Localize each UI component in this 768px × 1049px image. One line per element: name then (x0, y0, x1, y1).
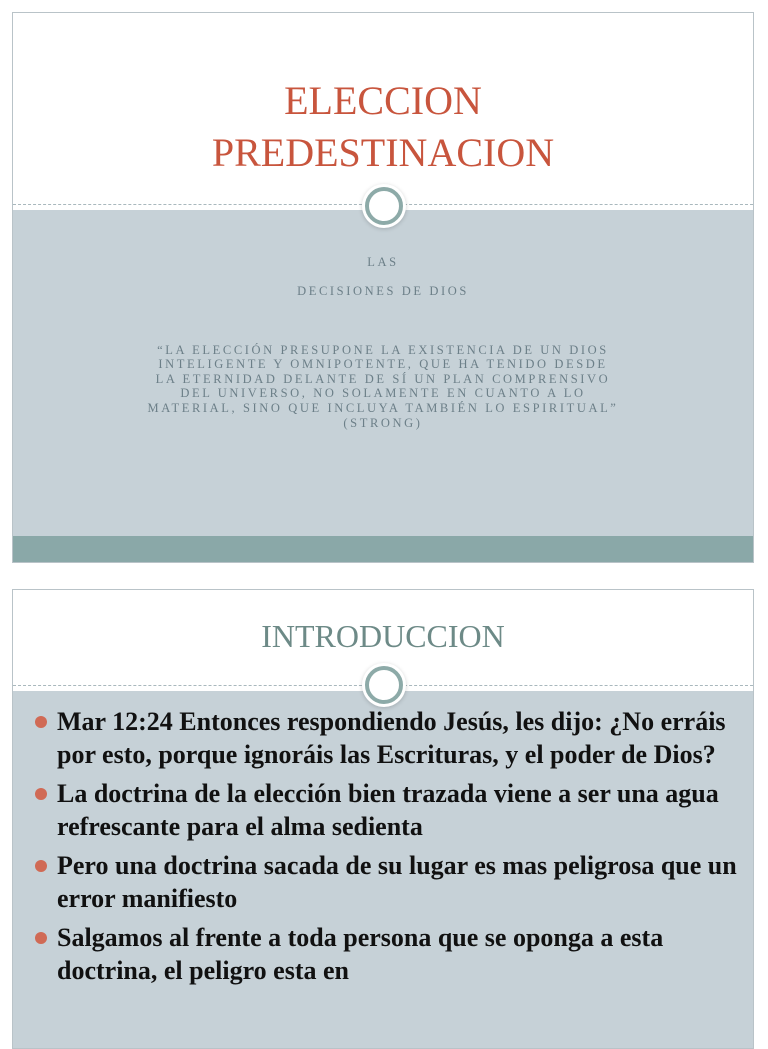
slide-title: INTRODUCCION (261, 618, 505, 654)
bullet-dot-icon (35, 860, 47, 872)
title-slide (12, 12, 754, 563)
bullet-dot-icon (35, 788, 47, 800)
subtitle-line: DECISIONES DE DIOS (297, 283, 469, 298)
intro-slide (12, 589, 754, 1049)
subtitle-line: LAS (367, 254, 399, 269)
slide-header (13, 13, 753, 204)
list-item (35, 705, 737, 771)
circle-knob-icon (365, 666, 403, 704)
list-item (35, 921, 737, 987)
spacer (43, 313, 723, 328)
quote-text: “LA ELECCIÓN PRESUPONE LA EXISTENCIA DE UN DIOS INTELIGENTE Y OMNIPOTENTE, QUE HA TENIDO DESDE LA ETERNIDAD DELANTE DE SÍ UN PLAN COMPRENSIVO DEL UNIVERSO, NO SOLAMENTE EN CUANTO A LO MATERIAL, SINO QUE INCLUYA TAMBIÉN LO ESPIRITUAL” (STRONG) (147, 342, 619, 430)
bullet-dot-icon (35, 932, 47, 944)
slide-body (13, 210, 753, 538)
slide-body (13, 691, 753, 1048)
subtitle-block (43, 240, 723, 445)
list-item (35, 777, 737, 843)
bottom-band (13, 536, 753, 562)
list-item (35, 849, 737, 915)
bullet-list (35, 705, 737, 993)
bullet-dot-icon (35, 716, 47, 728)
bullet-text: Mar 12:24 Entonces respondiendo Jesús, les dijo: ¿No erráis por esto, porque ignoráis las Escrituras, y el poder de Dios? (57, 707, 726, 769)
bullet-text: La doctrina de la elección bien trazada viene a ser una agua refrescante para el alma sedienta (57, 779, 719, 841)
bullet-text: Pero una doctrina sacada de su lugar es mas peligrosa que un error manifiesto (57, 851, 737, 913)
circle-knob-icon (365, 187, 403, 225)
bullet-text: Salgamos al frente a toda persona que se oponga a esta doctrina, el peligro esta en (57, 923, 664, 985)
slide-title: ELECCION PREDESTINACION (211, 78, 555, 175)
